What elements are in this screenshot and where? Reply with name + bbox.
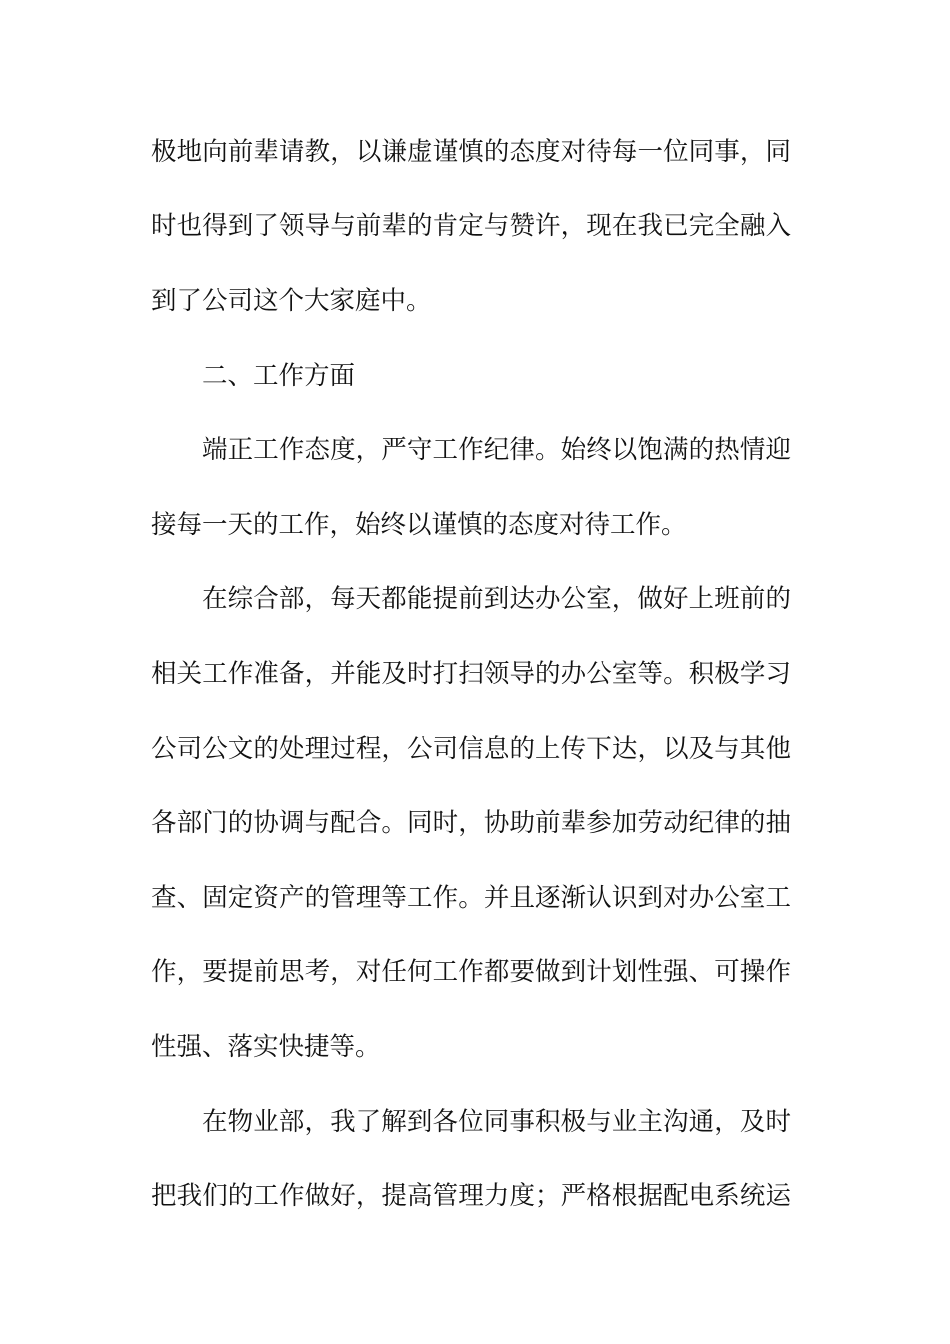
text-line-10: 各部门的协调与配合。同时，协助前辈参加劳动纪律的抽 bbox=[151, 808, 791, 838]
text-line-12: 作，要提前思考，对任何工作都要做到计划性强、可操作 bbox=[151, 957, 791, 987]
text-line-1: 极地向前辈请教，以谦虚谨慎的态度对待每一位同事，同 bbox=[151, 137, 791, 167]
text-line-5: 端正工作态度，严守工作纪律。始终以饱满的热情迎 bbox=[202, 435, 791, 465]
text-line-11: 查、固定资产的管理等工作。并且逐渐认识到对办公室工 bbox=[151, 883, 791, 913]
text-line-7: 在综合部，每天都能提前到达办公室，做好上班前的 bbox=[202, 584, 791, 614]
section-heading-work: 二、工作方面 bbox=[202, 361, 356, 391]
text-line-6: 接每一天的工作，始终以谨慎的态度对待工作。 bbox=[151, 510, 687, 540]
text-line-14: 在物业部，我了解到各位同事积极与业主沟通，及时 bbox=[202, 1107, 791, 1137]
text-line-15: 把我们的工作做好，提高管理力度；严格根据配电系统运 bbox=[151, 1181, 791, 1211]
text-line-9: 公司公文的处理过程，公司信息的上传下达，以及与其他 bbox=[151, 734, 791, 764]
text-line-8: 相关工作准备，并能及时打扫领导的办公室等。积极学习 bbox=[151, 659, 791, 689]
text-line-3: 到了公司这个大家庭中。 bbox=[151, 286, 432, 316]
text-line-2: 时也得到了领导与前辈的肯定与赞许，现在我已完全融入 bbox=[151, 211, 791, 241]
text-line-13: 性强、落实快捷等。 bbox=[151, 1032, 381, 1062]
